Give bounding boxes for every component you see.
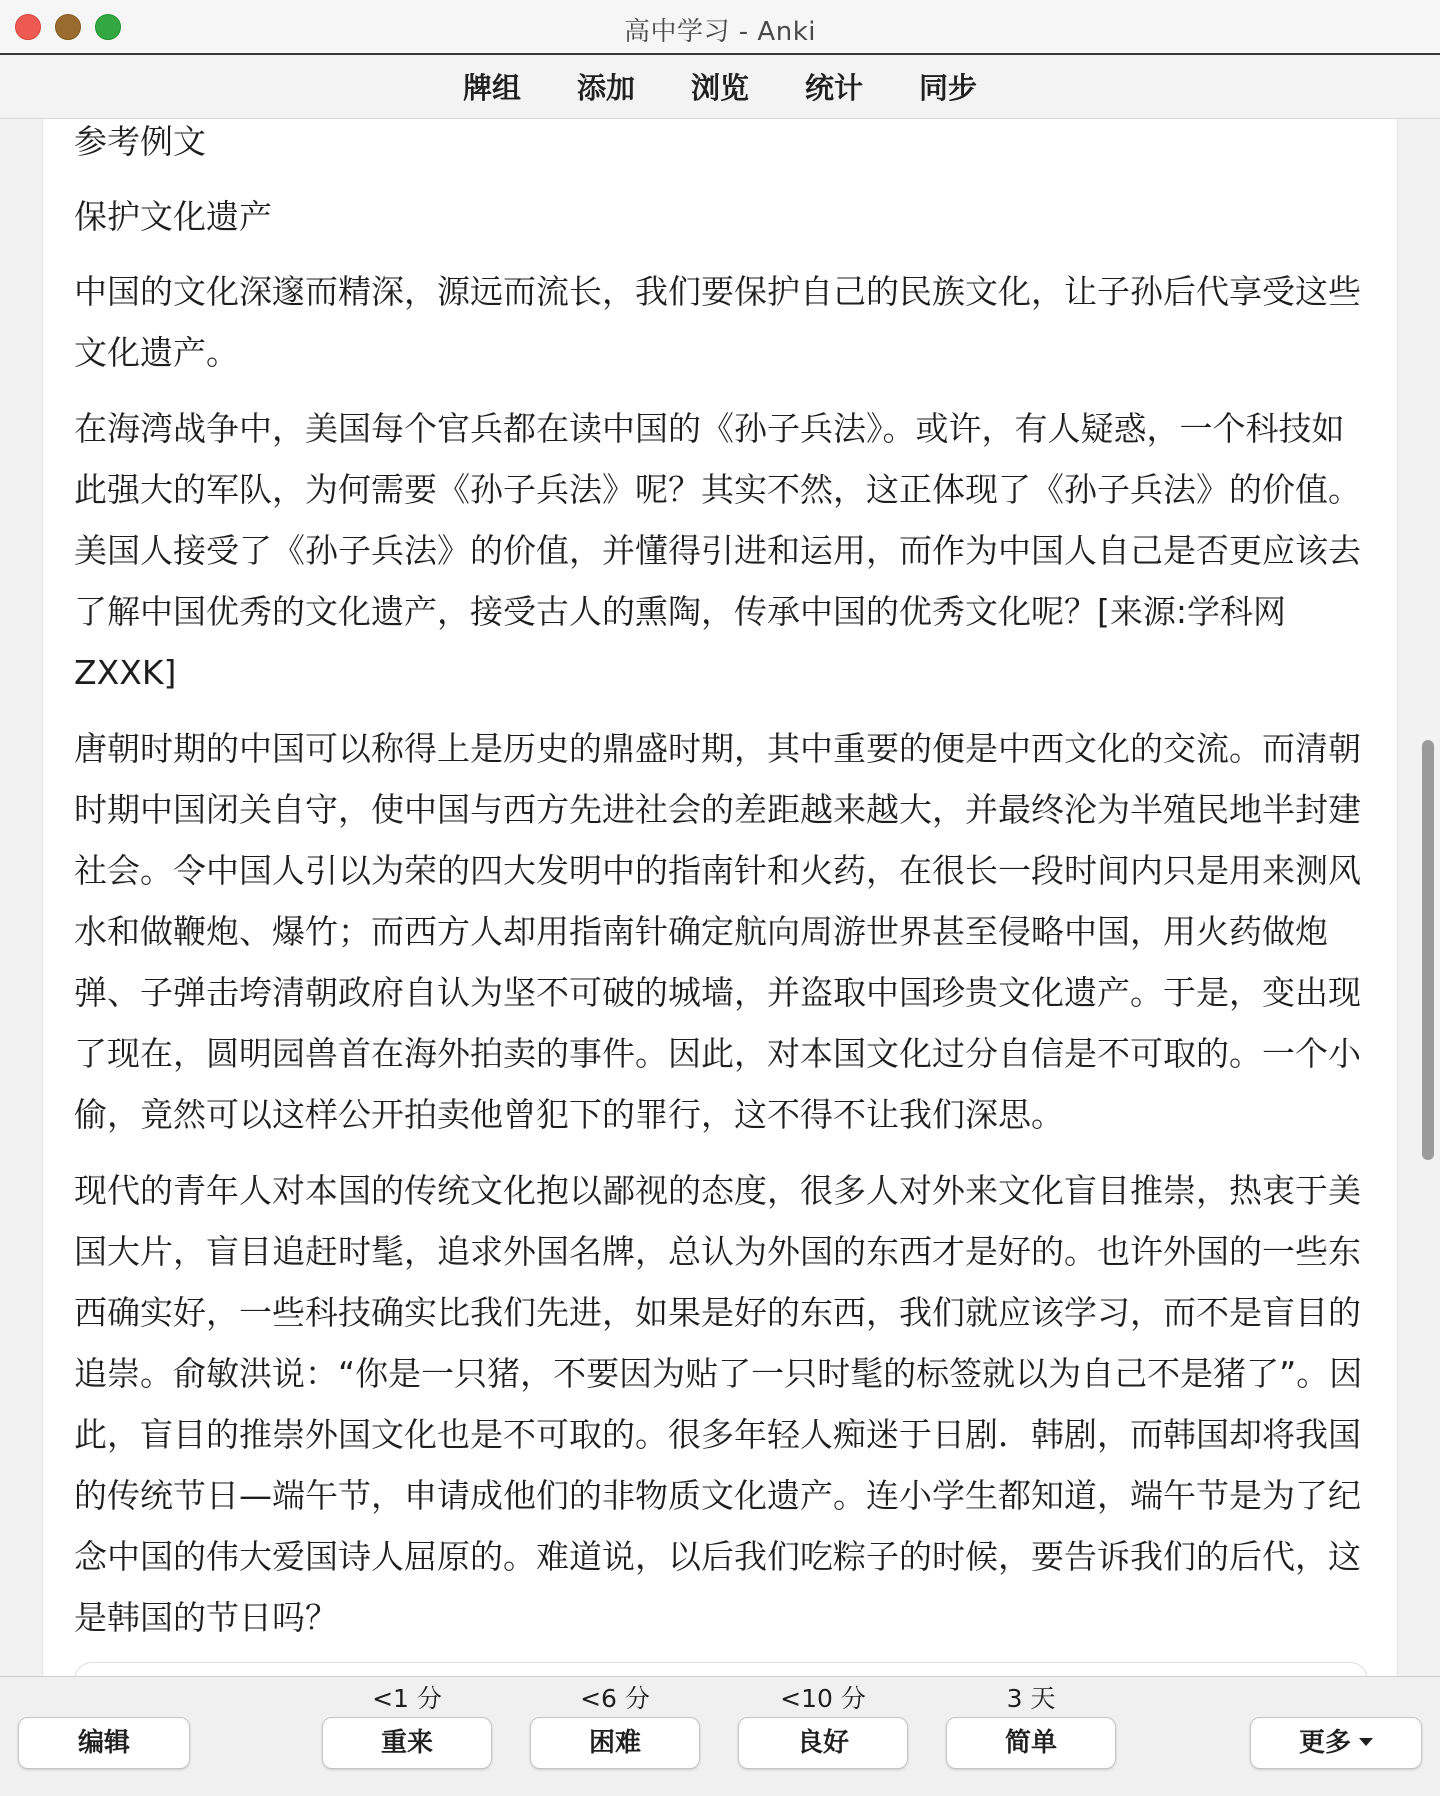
toolbar-stats-link[interactable]: 统计	[805, 71, 864, 105]
again-interval: <1 分	[372, 1684, 442, 1713]
good-interval: <10 分	[780, 1684, 866, 1713]
vertical-scrollbar-thumb[interactable]	[1422, 740, 1434, 1160]
essay-paragraph: 中国的文化深邃而精深，源远而流长，我们要保护自己的民族文化，让子孙后代享受这些文化遗产。	[74, 272, 1361, 372]
toolbar-sync-link[interactable]: 同步	[919, 71, 978, 105]
good-button[interactable]: 良好	[738, 1717, 908, 1769]
hard-interval: <6 分	[580, 1684, 650, 1713]
toolbar-add-link[interactable]: 添加	[576, 71, 635, 105]
essay-paragraph: 现代的青年人对本国的传统文化抱以鄙视的态度，很多人对外来文化盲目推崇，热衷于美国大片，盲目追赶时髦，追求外国名牌，总认为外国的东西才是好的。也许外国的一些东西确实好，一些科技确实比我们先进，如果是好的东西，我们就应该学习，而不是盲目的追崇。俞敏洪说：“你是一只猪，不要因为贴了一只时髦的标签就以为自己不是猪了”。因此，盲目的推崇外国文化也是不可取的。很多年轻人痴迷于日剧．韩剧，而韩国却将我国的传统节日—端午节，申请成他们的非物质文化遗产。连小学生都知道，端午节是为了纪念中国的伟大爱国诗人屈原的。难道说，以后我们吃粽子的时候，要告诉我们的后代，这是韩国的节日吗？	[74, 1171, 1363, 1637]
again-button[interactable]: 重来	[322, 1717, 492, 1769]
essay-paragraph: 在海湾战争中，美国每个官兵都在读中国的《孙子兵法》。或许，有人疑惑，一个科技如此强大的军队，为何需要《孙子兵法》呢？其实不然，这正体现了《孙子兵法》的价值。美国人接受了《孙子兵法》的价值，并懂得引进和运用，而作为中国人自己是否更应该去了解中国优秀的文化遗产，接受古人的熏陶，传承中国的优秀文化呢？[来源:学科网ZXXK]	[74, 409, 1361, 692]
chevron-down-icon	[1359, 1738, 1373, 1746]
essay-paragraph: 唐朝时期的中国可以称得上是历史的鼎盛时期，其中重要的便是中西文化的交流。而清朝时期中国闭关自守，使中国与西方先进社会的差距越来越大，并最终沦为半殖民地半封建社会。令中国人引以为荣的四大发明中的指南针和火药，在很长一段时间内只是用来测风水和做鞭炮、爆竹；而西方人却用指南针确定航向周游世界甚至侵略中国，用火药做炮弹、子弹击垮清朝政府自认为坚不可破的城墙，并盗取中国珍贵文化遗产。于是，变出现了现在，圆明园兽首在海外拍卖的事件。因此，对本国文化过分自信是不可取的。一个小偷，竟然可以这样公开拍卖他曾犯下的罪行，这不得不让我们深思。	[74, 729, 1361, 1134]
hard-button[interactable]: 困难	[530, 1717, 700, 1769]
easy-interval: 3 天	[1006, 1684, 1056, 1713]
essay-title: 保护文化遗产	[74, 197, 272, 236]
title-bar	[0, 0, 1440, 55]
card-article	[74, 119, 1374, 1663]
answer-bar	[0, 1676, 1440, 1796]
edit-button[interactable]: 编辑	[18, 1717, 190, 1769]
toolbar-browse-link[interactable]: 浏览	[690, 71, 749, 105]
more-button-label: 更多	[1298, 1728, 1351, 1758]
window-title: 高中学习 - Anki	[624, 17, 816, 47]
easy-button[interactable]: 简单	[946, 1717, 1116, 1769]
section-label: 参考例文	[74, 122, 206, 161]
more-button[interactable]	[1250, 1717, 1422, 1769]
answer-box	[74, 1662, 1368, 1676]
toolbar-decks-link[interactable]: 牌组	[462, 71, 521, 105]
card-content	[42, 119, 1398, 1676]
main-toolbar	[0, 55, 1440, 119]
